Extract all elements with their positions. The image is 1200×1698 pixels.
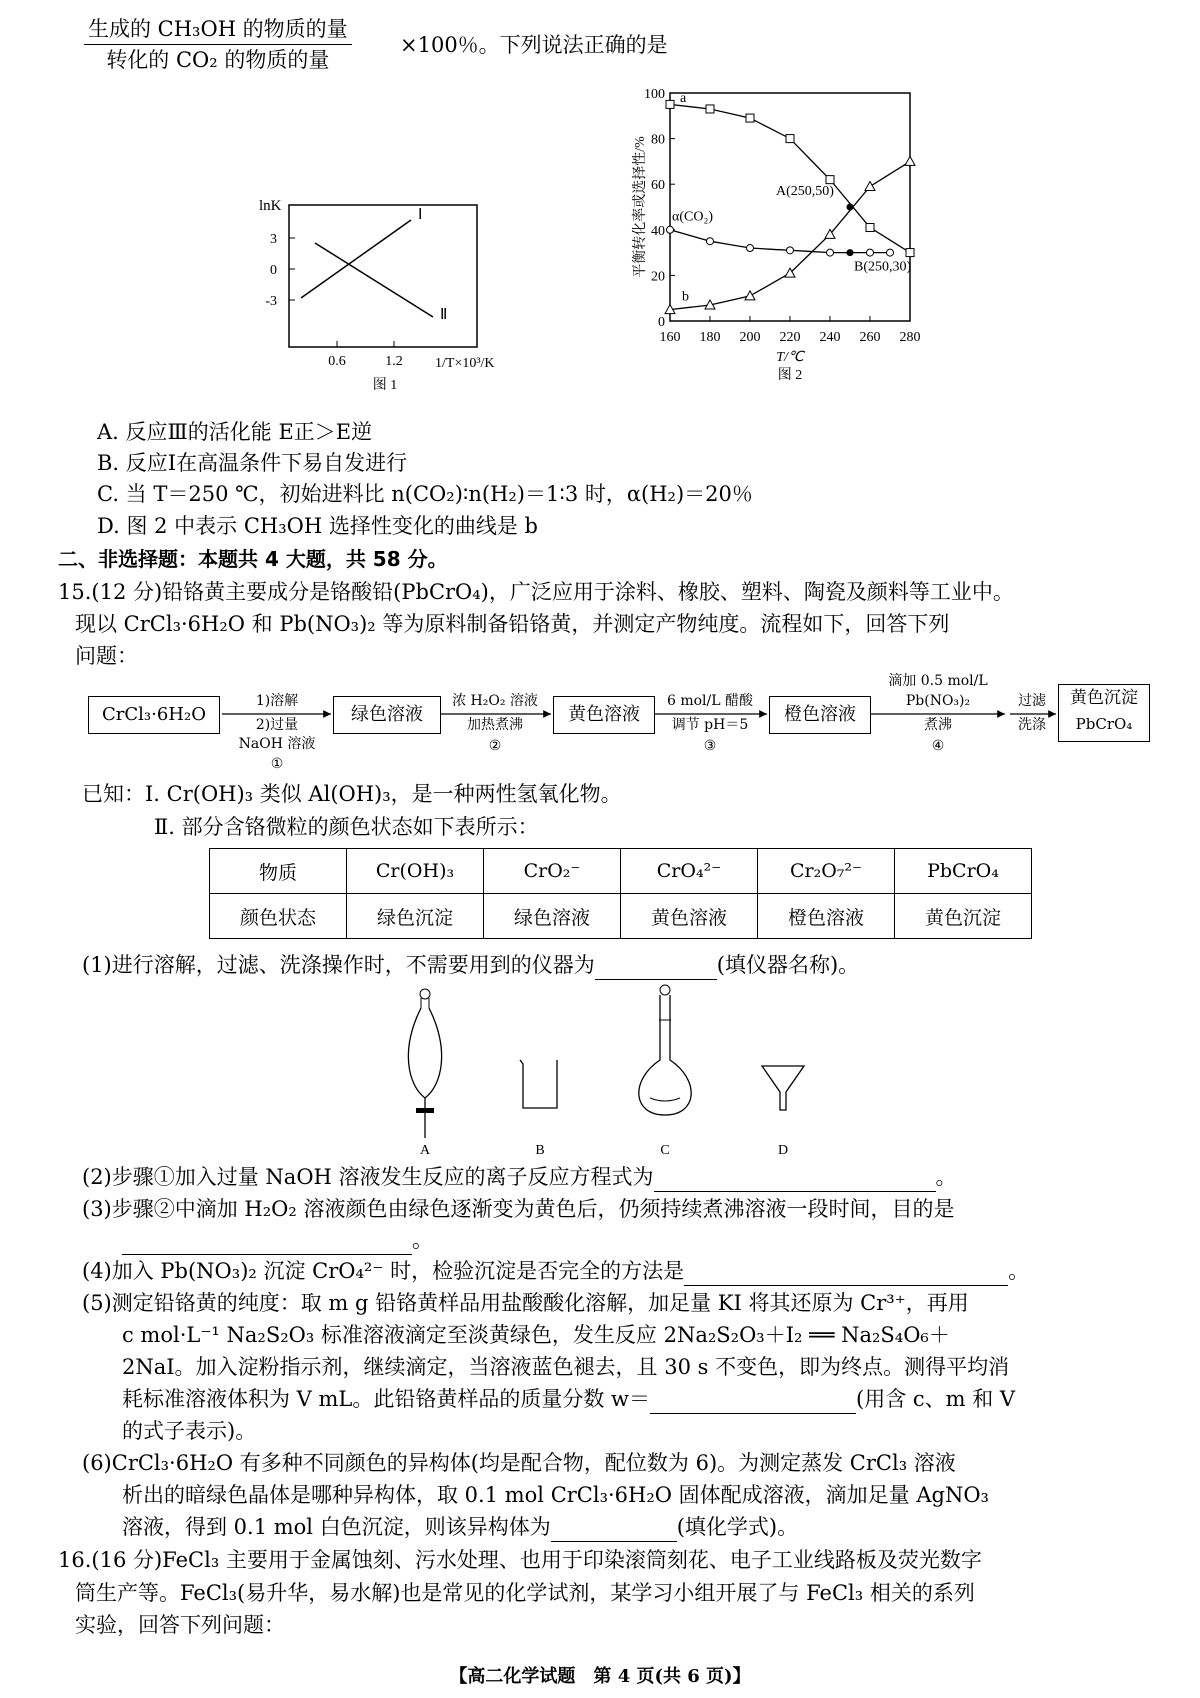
table-row bbox=[210, 849, 1032, 894]
funnel-icon bbox=[762, 1066, 804, 1110]
question-5-text: 耗标准溶液体积为 V mL。此铅铬黄样品的质量分数 w＝ bbox=[122, 1387, 651, 1411]
y-axis-label: 平衡转化率或选择性/% bbox=[633, 136, 648, 278]
chart-frame bbox=[670, 90, 910, 321]
x-tick-label: 200 bbox=[739, 330, 761, 345]
selectivity-fraction bbox=[84, 14, 352, 75]
question-6-line2: 析出的暗绿色晶体是哪种异构体，取 0.1 mol CrCl₃·6H₂O 固体配成溶液，滴加足量 AgNO₃ bbox=[122, 1483, 989, 1507]
x-tick-label: 280 bbox=[899, 330, 921, 345]
x-tick-label: 240 bbox=[819, 330, 841, 345]
fig1-label-II: Ⅱ bbox=[440, 307, 448, 323]
flow-arrow3-top: 6 mol/L 醋酸 bbox=[666, 693, 753, 709]
x-axis-label: T/℃ bbox=[776, 350, 804, 365]
beaker-icon bbox=[520, 1060, 557, 1108]
apparatus-label-d: D bbox=[777, 1143, 789, 1155]
question-4 bbox=[82, 1256, 1029, 1286]
question-4-text: (4)加入 Pb(NO₃)₂ 沉淀 CrO₄²⁻ 时，检验沉淀是否完全的方法是 bbox=[82, 1259, 685, 1283]
table-cell: 物质 bbox=[210, 849, 347, 894]
x-tick-label: 180 bbox=[699, 330, 721, 345]
table-cell: PbCrO₄ bbox=[895, 849, 1032, 894]
flow-arrows bbox=[0, 700, 1200, 730]
chromium-species-table bbox=[209, 848, 1032, 939]
q16-line1: 16.(16 分)FeCl₃ 主要用于金属蚀刻、污水处理、也用于印染滚筒刻花、电子工业线路板及荧光数字 bbox=[58, 1548, 982, 1572]
highlight-point bbox=[847, 249, 854, 256]
fig1-line-II bbox=[315, 243, 433, 317]
flow-arrow1-bottom2: NaOH 溶液 bbox=[238, 736, 316, 752]
fig1-ylabel: lnK bbox=[259, 198, 282, 214]
question-2 bbox=[82, 1162, 957, 1192]
data-point-square bbox=[746, 114, 754, 122]
separatory-funnel-icon bbox=[408, 989, 441, 1138]
data-point-square bbox=[866, 224, 874, 232]
question-5-line1: (5)测定铅铬黄的纯度：取 m g 铅铬黄样品用盐酸酸化溶解，加足量 KI 将其还原为 Cr³⁺，再用 bbox=[82, 1291, 969, 1315]
flow-arrow3-bottom: 调节 pH＝5 bbox=[671, 717, 749, 733]
x-tick-label: 260 bbox=[859, 330, 881, 345]
table-cell: Cr₂O₇²⁻ bbox=[758, 849, 895, 894]
question-6-line3 bbox=[122, 1512, 798, 1542]
data-point-triangle bbox=[865, 181, 875, 190]
option-d: D. 图 2 中表示 CH₃OH 选择性变化的曲线是 b bbox=[97, 514, 538, 538]
data-point-square bbox=[786, 135, 794, 143]
question-5-line2: c mol·L⁻¹ Na₂S₂O₃ 标准溶液滴定至淡黄绿色，发生反应 2Na₂S₂O₃＋I₂ ══ Na₂S₄O₆＋ bbox=[122, 1323, 950, 1347]
flow-step2-num: ② bbox=[488, 738, 502, 754]
flow-box5-line2: PbCrO₄ bbox=[1075, 715, 1133, 733]
table-cell: 绿色沉淀 bbox=[347, 894, 484, 939]
point-label: A(250,50) bbox=[776, 184, 834, 199]
y-tick-label: 100 bbox=[644, 87, 665, 102]
series-label-co2: α(CO₂) bbox=[672, 209, 713, 225]
y-tick-label: 40 bbox=[651, 223, 665, 239]
flow-step1-num: ① bbox=[270, 756, 284, 772]
table-cell: 绿色溶液 bbox=[484, 894, 621, 939]
flow-arrow4-bottom: 煮沸 bbox=[924, 717, 952, 733]
answer-blank-2[interactable] bbox=[654, 1169, 936, 1192]
x-tick-label: 160 bbox=[659, 330, 681, 345]
question-2-text: (2)步骤①加入过量 NaOH 溶液发生反应的离子反应方程式为 bbox=[82, 1165, 654, 1189]
table-row bbox=[210, 894, 1032, 939]
data-point-circle bbox=[707, 238, 714, 245]
table-cell: 橙色溶液 bbox=[758, 894, 895, 939]
table-cell: 颜色状态 bbox=[210, 894, 347, 939]
flow-arrow2-bottom: 加热煮沸 bbox=[467, 717, 523, 733]
figure-1 bbox=[255, 195, 545, 395]
intro-tail: ×100％。下列说法正确的是 bbox=[400, 33, 668, 57]
flow-arrow5-bottom: 洗涤 bbox=[1018, 717, 1046, 733]
question-3-answer bbox=[122, 1225, 433, 1255]
flow-box-orange-solution: 橙色溶液 bbox=[769, 696, 871, 734]
question-6-end: (填化学式)。 bbox=[676, 1515, 799, 1539]
volumetric-flask-icon bbox=[639, 985, 691, 1115]
apparatus-label-a: A bbox=[419, 1143, 431, 1155]
data-point-circle bbox=[667, 226, 674, 233]
fig1-ytick-3: 3 bbox=[270, 232, 277, 247]
fig1-xtick-0.6: 0.6 bbox=[328, 354, 346, 369]
flow-step3-num: ③ bbox=[703, 738, 717, 754]
data-point-circle bbox=[787, 247, 794, 254]
question-3-end: 。 bbox=[412, 1228, 433, 1252]
flow-arrow4-top1: 滴加 0.5 mol/L bbox=[888, 673, 988, 689]
answer-blank-6[interactable] bbox=[551, 1519, 677, 1542]
option-c: C. 当 T＝250 ℃，初始进料比 n(CO₂)∶n(H₂)＝1∶3 时，α(H₂)＝20％ bbox=[97, 482, 753, 506]
question-2-end: 。 bbox=[935, 1165, 957, 1189]
chart-caption: 图 2 bbox=[777, 368, 803, 383]
flow-box-green-solution: 绿色溶液 bbox=[333, 696, 441, 734]
answer-blank-3[interactable] bbox=[122, 1232, 412, 1255]
q15-line2: 现以 CrCl₃·6H₂O 和 Pb(NO₃)₂ 等为原料制备铅铬黄，并测定产物纯度。流程如下，回答下列 bbox=[75, 612, 950, 636]
flow-box-yellow-solution: 黄色溶液 bbox=[553, 696, 655, 734]
answer-blank-1[interactable] bbox=[595, 957, 717, 980]
flow-arrow1-bottom1: 2)过量 bbox=[255, 717, 299, 733]
table-cell: CrO₄²⁻ bbox=[621, 849, 758, 894]
question-4-end: 。 bbox=[1008, 1259, 1030, 1283]
data-point-circle bbox=[827, 249, 834, 256]
flow-step4-num: ④ bbox=[931, 738, 945, 754]
page-footer: 【高二化学试题 第 4 页(共 6 页)】 bbox=[449, 1666, 751, 1687]
data-point-circle bbox=[887, 249, 894, 256]
y-tick-label: 60 bbox=[651, 178, 665, 194]
q16-line3: 实验，回答下列问题： bbox=[75, 1613, 285, 1637]
data-point-triangle bbox=[745, 291, 755, 300]
answer-blank-4[interactable] bbox=[684, 1263, 1008, 1286]
fig1-line-I bbox=[301, 220, 411, 298]
question-5-line5: 的式子表示)。 bbox=[122, 1419, 257, 1443]
apparatus-figure bbox=[380, 980, 920, 1155]
flow-arrow1-top: 1)溶解 bbox=[255, 693, 299, 709]
data-point-square bbox=[706, 105, 714, 113]
figure-2-chart bbox=[622, 85, 942, 405]
y-tick-label: 80 bbox=[651, 132, 665, 148]
fig1-label-I: Ⅰ bbox=[418, 207, 423, 223]
table-cell: CrO₂⁻ bbox=[484, 849, 621, 894]
known-1: 已知：Ⅰ. Cr(OH)₃ 类似 Al(OH)₃，是一种两性氢氧化物。 bbox=[82, 782, 622, 806]
question-1-text: (1)进行溶解，过滤、洗涤操作时，不需要用到的仪器为 bbox=[82, 953, 595, 977]
question-5-line3: 2NaI。加入淀粉指示剂，继续滴定，当溶液蓝色褪去，且 30 s 不变色，即为终点。测得平均消 bbox=[122, 1355, 1010, 1379]
data-point-triangle bbox=[905, 156, 915, 165]
data-point-circle bbox=[747, 245, 754, 252]
question-6-line1: (6)CrCl₃·6H₂O 有多种不同颜色的异构体(均是配合物，配位数为 6)。为测定蒸发 CrCl₃ 溶液 bbox=[82, 1451, 956, 1475]
fraction-numerator: 生成的 CH₃OH 的物质的量 bbox=[84, 14, 352, 45]
question-1-end: (填仪器名称)。 bbox=[716, 953, 860, 977]
fig1-caption: 图 1 bbox=[372, 378, 398, 393]
data-point-square bbox=[826, 176, 834, 184]
table-cell: Cr(OH)₃ bbox=[347, 849, 484, 894]
fig1-xtick-1.2: 1.2 bbox=[385, 354, 403, 369]
data-point-circle bbox=[867, 249, 874, 256]
question-3: (3)步骤②中滴加 H₂O₂ 溶液颜色由绿色逐渐变为黄色后，仍须持续煮沸溶液一段时间，目的是 bbox=[82, 1197, 955, 1221]
series-label-b: b bbox=[682, 289, 689, 305]
known-2: Ⅱ. 部分含铬微粒的颜色状态如下表所示： bbox=[154, 815, 539, 839]
y-tick-label: 0 bbox=[658, 315, 665, 330]
q16-line2: 筒生产等。FeCl₃(易升华，易水解)也是常见的化学试剂，某学习小组开展了与 FeCl₃ 相关的系列 bbox=[75, 1581, 975, 1605]
apparatus-label-b: B bbox=[535, 1143, 545, 1155]
option-b: B. 反应Ⅰ在高温条件下易自发进行 bbox=[97, 451, 408, 475]
flow-arrow5-top: 过滤 bbox=[1018, 693, 1046, 709]
flow-arrow2-top: 浓 H₂O₂ 溶液 bbox=[452, 693, 538, 709]
data-point-square bbox=[666, 100, 674, 108]
fig1-xlabel: 1/T×10³/K bbox=[435, 356, 495, 371]
point-label: B(250,30) bbox=[854, 259, 912, 275]
answer-blank-5[interactable] bbox=[650, 1391, 856, 1414]
flow-arrow4-top2: Pb(NO₃)₂ bbox=[905, 693, 971, 709]
apparatus-label-c: C bbox=[660, 1143, 670, 1155]
table-cell: 黄色溶液 bbox=[621, 894, 758, 939]
flow-box5-line1: 黄色沉淀 bbox=[1070, 688, 1138, 708]
y-tick-label: 20 bbox=[651, 269, 665, 285]
q15-line3: 问题： bbox=[75, 644, 138, 668]
fraction-denominator: 转化的 CO₂ 的物质的量 bbox=[106, 48, 330, 72]
fig1-ytick-neg3: -3 bbox=[265, 294, 277, 309]
x-tick-label: 220 bbox=[779, 330, 801, 345]
flow-box-crcl3: CrCl₃·6H₂O bbox=[88, 696, 220, 734]
question-6-text: 溶液，得到 0.1 mol 白色沉淀，则该异构体为 bbox=[122, 1515, 551, 1539]
question-1 bbox=[82, 950, 859, 980]
table-cell: 黄色沉淀 bbox=[895, 894, 1032, 939]
question-5-line4 bbox=[122, 1384, 1015, 1414]
section-heading: 二、非选择题：本题共 4 大题，共 58 分。 bbox=[58, 547, 448, 571]
q15-line1: 15.(12 分)铅铬黄主要成分是铬酸铅(PbCrO₄)，广泛应用于涂料、橡胶、塑料、陶瓷及颜料等工业中。 bbox=[58, 580, 1014, 604]
option-a: A. 反应Ⅲ的活化能 E正＞E逆 bbox=[97, 420, 373, 444]
fig1-ytick-0: 0 bbox=[270, 263, 277, 278]
series-line bbox=[670, 230, 890, 253]
highlight-point bbox=[847, 204, 854, 211]
data-point-square bbox=[906, 249, 914, 257]
series-label-a: a bbox=[680, 90, 687, 106]
question-5-tail: (用含 c、m 和 V bbox=[856, 1387, 1016, 1411]
